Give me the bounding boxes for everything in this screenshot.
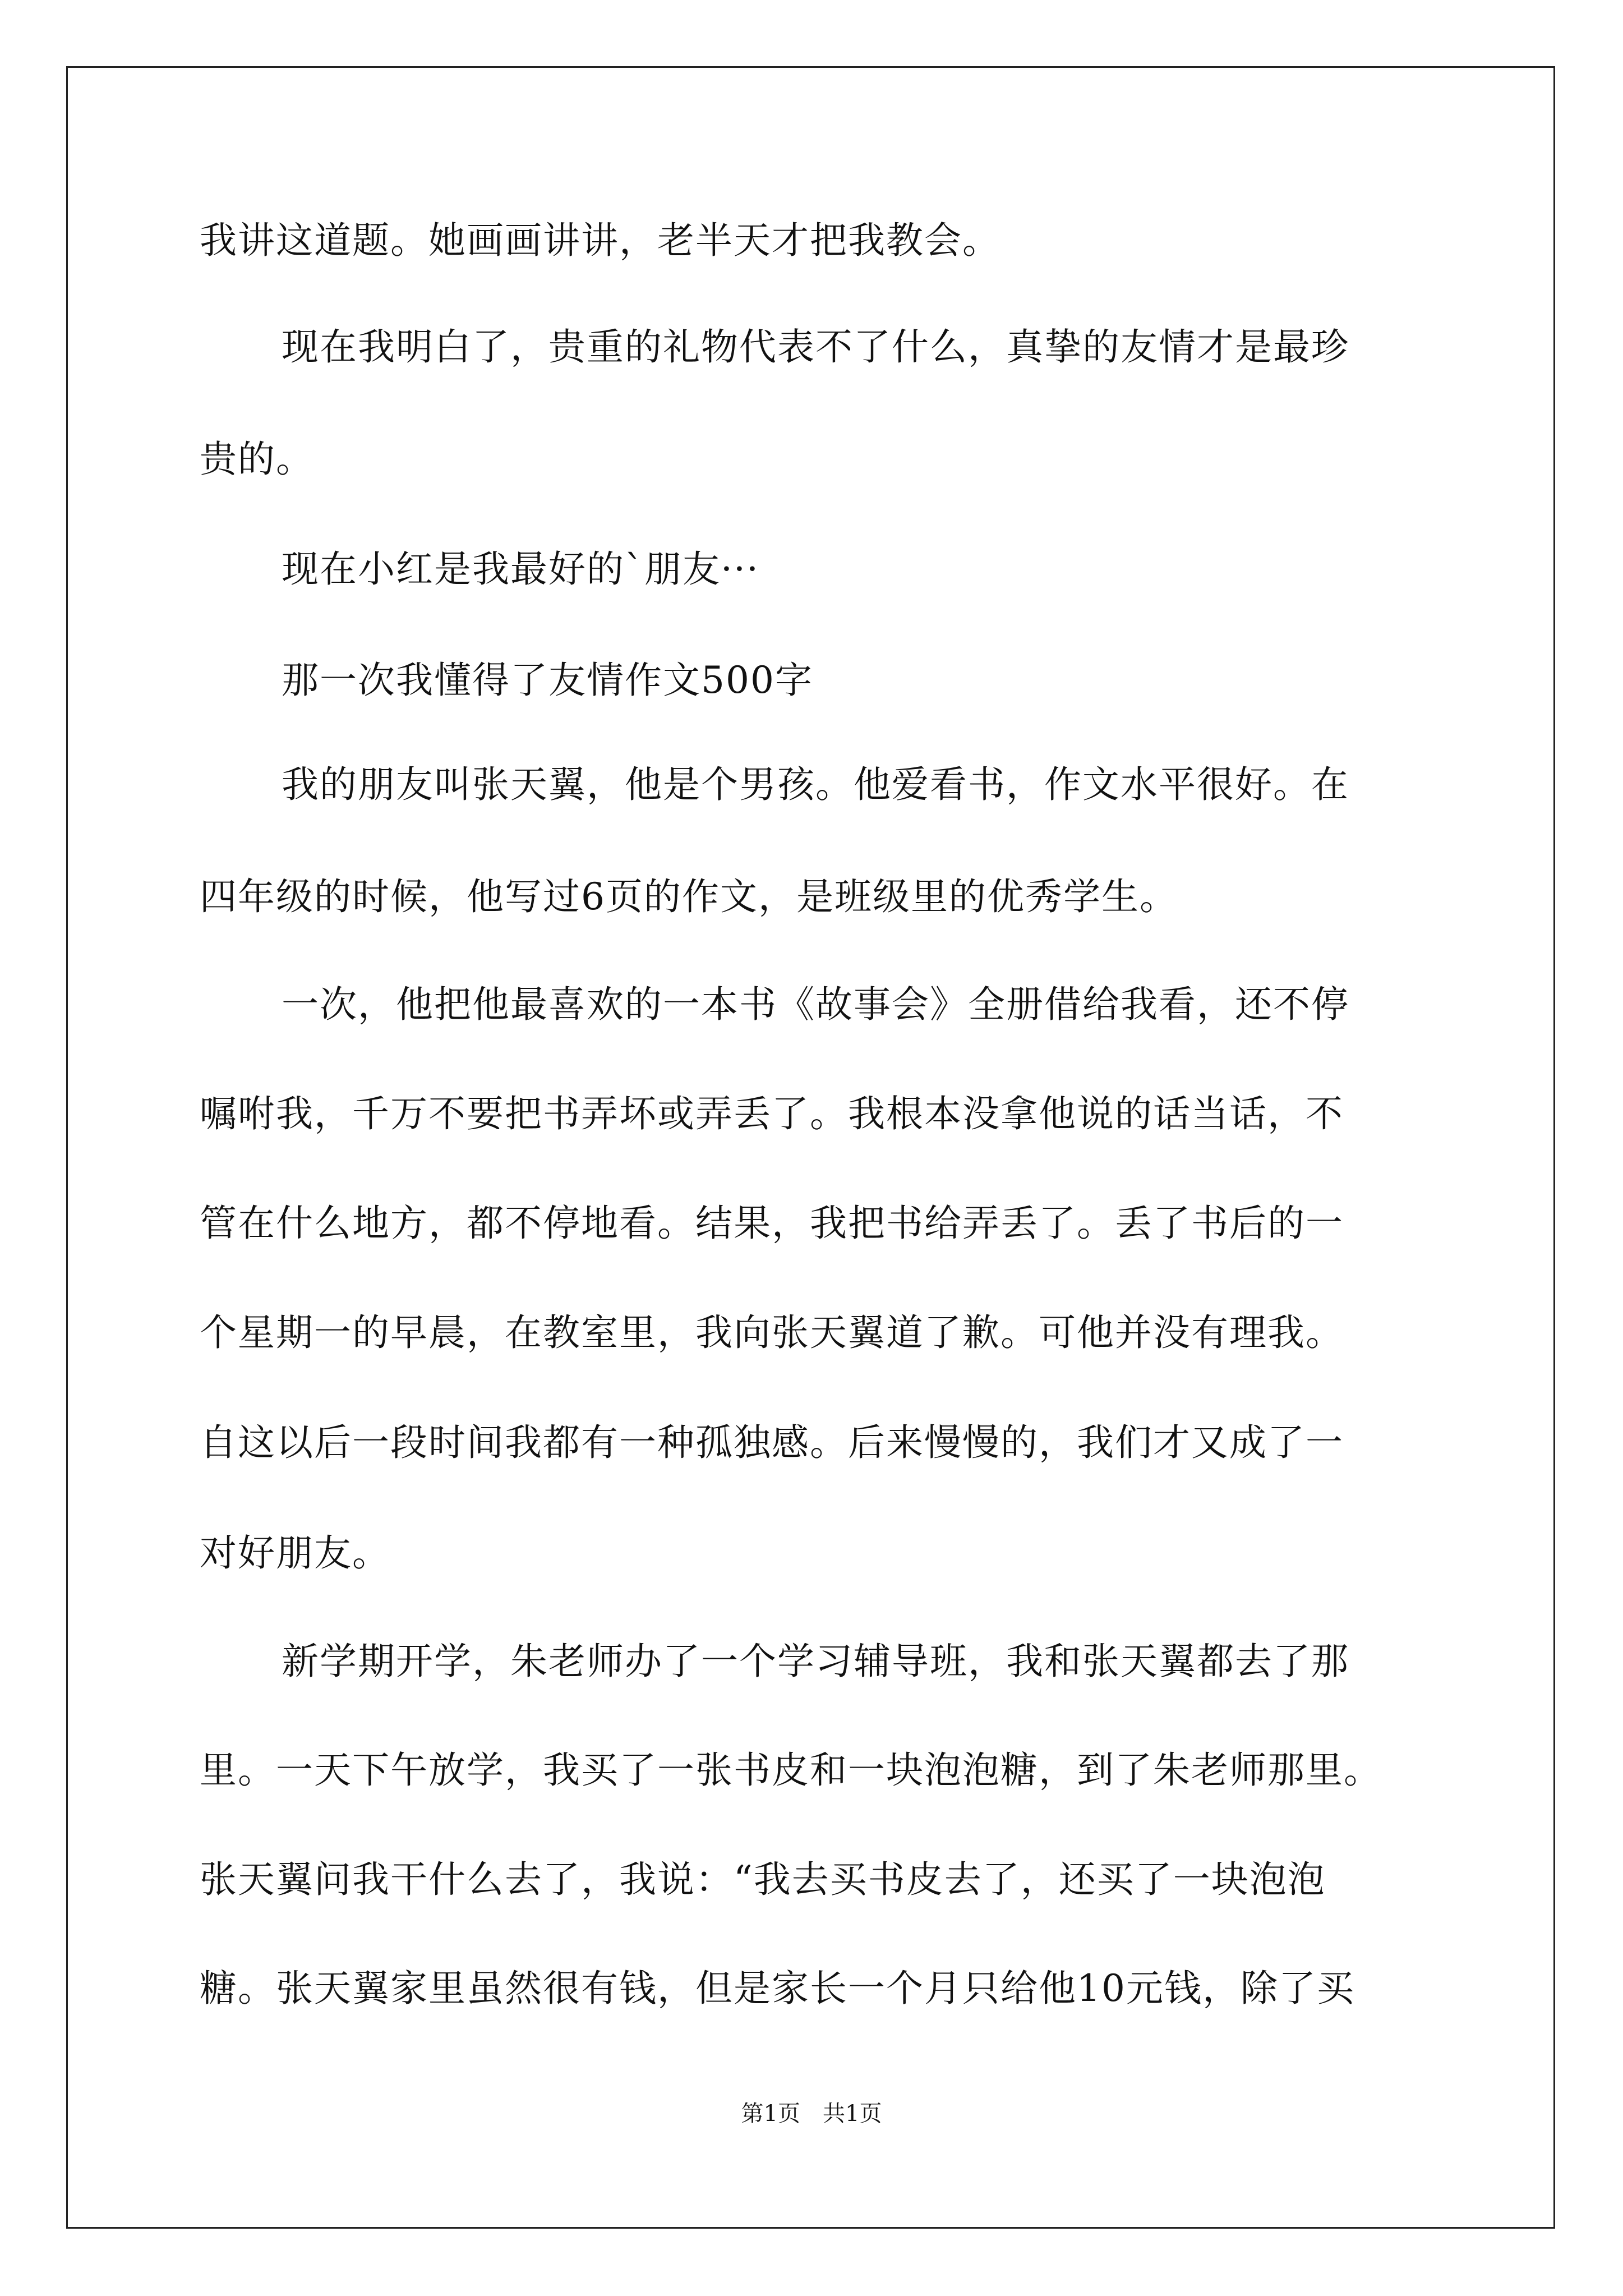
paragraph-start-line: 我的朋友叫张天翼，他是个男孩。他爱看书，作文水平很好。在 — [282, 763, 1349, 806]
text-line: 对好朋友。 — [200, 1531, 390, 1575]
page-number-footer: 第1页 共1页 — [741, 2101, 882, 2127]
text-line: 管在什么地方，都不停地看。结果，我把书给弄丢了。丢了书后的一 — [200, 1202, 1344, 1245]
paragraph-start-line: 现在小红是我最好的`朋友··· — [282, 547, 759, 591]
text-line: 四年级的时候，他写过6页的作文，是班级里的优秀学生。 — [200, 875, 1178, 918]
article-title: 那一次我懂得了友情作文500字 — [282, 659, 813, 702]
page-border — [66, 66, 1555, 2229]
text-line: 嘱咐我，千万不要把书弄坏或弄丢了。我根本没拿他说的话当话，不 — [200, 1092, 1344, 1135]
text-line: 糖。张天翼家里虽然很有钱，但是家长一个月只给他10元钱，除了买 — [200, 1967, 1355, 2010]
paragraph-start-line: 一次，他把他最喜欢的一本书《故事会》全册借给我看，还不停 — [282, 983, 1349, 1026]
paragraph-start-line: 新学期开学，朱老师办了一个学习辅导班，我和张天翼都去了那 — [282, 1640, 1349, 1683]
text-line: 里。一天下午放学，我买了一张书皮和一块泡泡糖，到了朱老师那里。 — [200, 1749, 1382, 1792]
text-line: 自这以后一段时间我都有一种孤独感。后来慢慢的，我们才又成了一 — [200, 1421, 1344, 1464]
text-line: 张天翼问我干什么去了，我说：“我去买书皮去了，还买了一块泡泡 — [200, 1858, 1326, 1901]
text-line: 我讲这道题。她画画讲讲，老半天才把我教会。 — [200, 219, 1000, 262]
paragraph-start-line: 现在我明白了，贵重的礼物代表不了什么，真挚的友情才是最珍 — [282, 325, 1349, 369]
text-line: 个星期一的早晨，在教室里，我向张天翼道了歉。可他并没有理我。 — [200, 1311, 1344, 1354]
text-line: 贵的。 — [200, 438, 314, 481]
